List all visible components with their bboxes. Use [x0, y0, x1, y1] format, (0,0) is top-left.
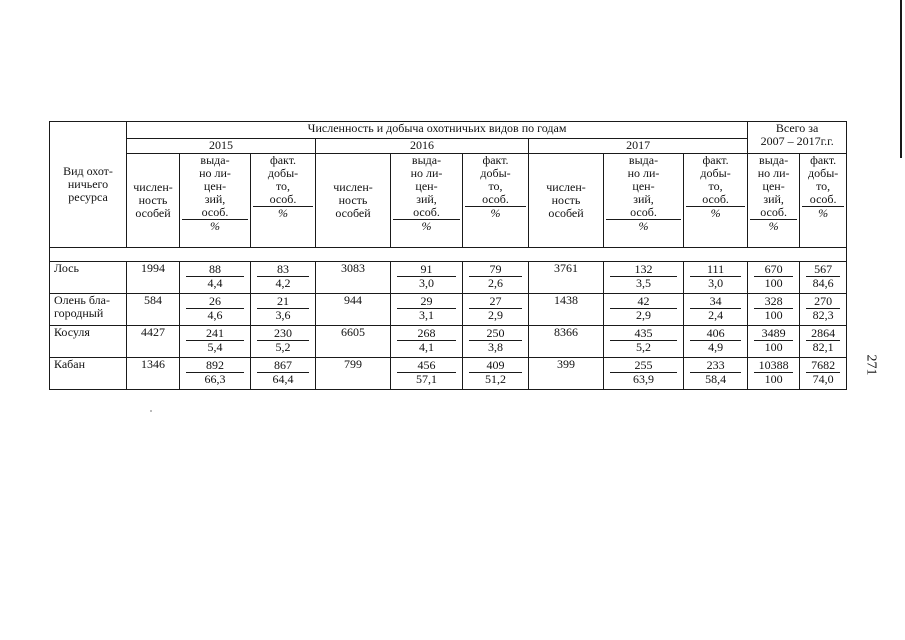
issued-header: выда- но ли- цен- зий, особ. %: [604, 154, 684, 248]
harvest-cell: 230 5,2: [251, 326, 316, 358]
issued-cell: 892 66,3: [180, 358, 251, 390]
population-cell: 1994: [127, 262, 180, 294]
total-issued-header: выда- но ли- цен- зий, особ. %: [748, 154, 800, 248]
year-2017-header: 2017: [529, 139, 748, 154]
population-cell: 6605: [316, 326, 391, 358]
harvest-cell: 27 2,9: [463, 294, 529, 326]
species-cell: Олень бла- городный: [50, 294, 127, 326]
total-harvest-cell: 2864 82,1: [800, 326, 847, 358]
population-cell: 4427: [127, 326, 180, 358]
total-issued-cell: 10388 100: [748, 358, 800, 390]
total-harvest-cell: 7682 74,0: [800, 358, 847, 390]
total-issued-cell: 670 100: [748, 262, 800, 294]
species-cell: Косуля: [50, 326, 127, 358]
population-cell: 399: [529, 358, 604, 390]
page-number: 271: [863, 354, 879, 376]
population-header: числен- ность особей: [316, 154, 391, 248]
group-header: Численность и добыча охотничьих видов по годам: [127, 122, 748, 139]
total-issued-cell: 328 100: [748, 294, 800, 326]
issued-cell: 88 4,4: [180, 262, 251, 294]
issued-cell: 241 5,4: [180, 326, 251, 358]
harvest-cell: 83 4,2: [251, 262, 316, 294]
harvest-cell: 250 3,8: [463, 326, 529, 358]
year-2015-header: 2015: [127, 139, 316, 154]
harvest-header: факт. добы- то, особ. %: [463, 154, 529, 248]
issued-header: выда- но ли- цен- зий, особ. %: [180, 154, 251, 248]
issued-cell: 255 63,9: [604, 358, 684, 390]
population-cell: 8366: [529, 326, 604, 358]
table-row: [50, 326, 847, 358]
species-column-header: Вид охот- ничьего ресурса: [50, 122, 127, 248]
harvest-header: факт. добы- то, особ. %: [684, 154, 748, 248]
population-cell: 584: [127, 294, 180, 326]
harvest-cell: 21 3,6: [251, 294, 316, 326]
population-cell: 3761: [529, 262, 604, 294]
harvest-cell: 409 51,2: [463, 358, 529, 390]
issued-cell: 42 2,9: [604, 294, 684, 326]
issued-header: выда- но ли- цен- зий, особ. %: [391, 154, 463, 248]
issued-cell: 91 3,0: [391, 262, 463, 294]
harvest-header: факт. добы- то, особ. %: [251, 154, 316, 248]
table-row: [50, 294, 847, 326]
population-header: числен- ность особей: [529, 154, 604, 248]
species-cell: Лось: [50, 262, 127, 294]
population-cell: 799: [316, 358, 391, 390]
harvest-cell: 79 2,6: [463, 262, 529, 294]
population-header: числен- ность особей: [127, 154, 180, 248]
population-cell: 1346: [127, 358, 180, 390]
population-cell: 944: [316, 294, 391, 326]
issued-cell: 435 5,2: [604, 326, 684, 358]
issued-cell: 132 3,5: [604, 262, 684, 294]
total-header: Всего за 2007 – 2017г.г.: [748, 122, 847, 154]
issued-cell: 29 3,1: [391, 294, 463, 326]
population-cell: 3083: [316, 262, 391, 294]
table-row: [50, 262, 847, 294]
table-row: [50, 358, 847, 390]
hunting-stats-table: [49, 121, 847, 390]
population-cell: 1438: [529, 294, 604, 326]
harvest-cell: 34 2,4: [684, 294, 748, 326]
harvest-cell: 406 4,9: [684, 326, 748, 358]
issued-cell: 26 4,6: [180, 294, 251, 326]
total-issued-cell: 3489 100: [748, 326, 800, 358]
harvest-cell: 233 58,4: [684, 358, 748, 390]
year-2016-header: 2016: [316, 139, 529, 154]
harvest-cell: 867 64,4: [251, 358, 316, 390]
total-harvest-cell: 270 82,3: [800, 294, 847, 326]
total-harvest-header: факт. добы- то, особ. %: [800, 154, 847, 248]
issued-cell: 456 57,1: [391, 358, 463, 390]
total-harvest-cell: 567 84,6: [800, 262, 847, 294]
issued-cell: 268 4,1: [391, 326, 463, 358]
harvest-cell: 111 3,0: [684, 262, 748, 294]
page-edge-rule: [900, 0, 902, 158]
species-cell: Кабан: [50, 358, 127, 390]
spacer-row: [50, 248, 847, 262]
scan-speck: [150, 410, 152, 412]
